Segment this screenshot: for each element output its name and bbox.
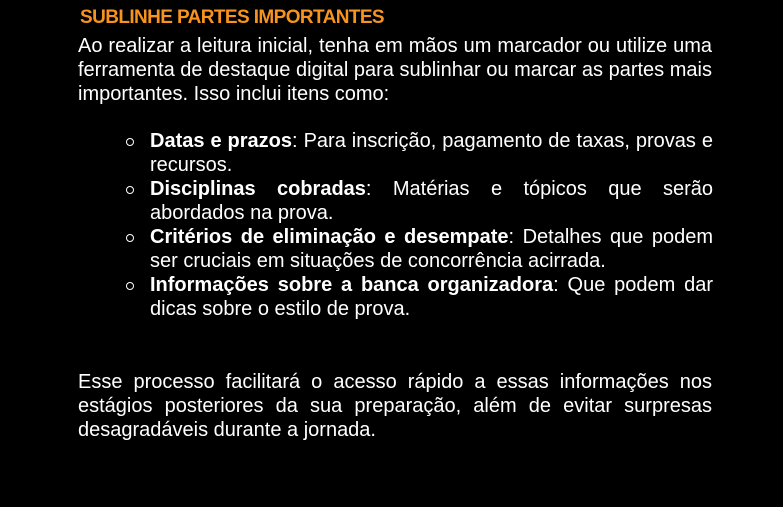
section-heading: SUBLINHE PARTES IMPORTANTES (80, 7, 384, 28)
list-item-text: : Matérias e tópicos que serão abordados na prova. (150, 178, 714, 224)
hollow-circle-bullet-icon (126, 282, 134, 290)
list-item (126, 273, 713, 321)
intro-paragraph: Ao realizar a leitura inicial, tenha em mãos um marcador ou utilize uma ferramenta de destaque digital para sublinhar ou marcar as partes mais importantes. Isso inclui itens como: (78, 35, 712, 105)
list-item-term: Critérios de eliminação e desempate (150, 226, 509, 248)
list-item (126, 129, 713, 177)
hollow-circle-bullet-icon (126, 234, 134, 242)
hollow-circle-bullet-icon (126, 186, 134, 194)
important-items-list (126, 129, 713, 321)
hollow-circle-bullet-icon (126, 138, 134, 146)
list-item-term: Disciplinas cobradas (150, 178, 366, 200)
list-item (126, 177, 713, 225)
list-item-text: : Que podem dar dicas sobre o estilo de prova. (150, 274, 713, 320)
list-item (126, 225, 713, 273)
list-item-text: : Detalhes que podem ser cruciais em situações de concorrência acirrada. (150, 226, 714, 272)
closing-paragraph: Esse processo facilitará o acesso rápido a essas informações nos estágios posteriores da sua preparação, além de evitar surpresas desagradáveis durante a jornada. (78, 371, 712, 441)
list-item-term: Datas e prazos (150, 130, 293, 152)
list-item-text: : Para inscrição, pagamento de taxas, provas e recursos. (150, 130, 714, 176)
list-item-term: Informações sobre a banca organizadora (150, 274, 554, 296)
